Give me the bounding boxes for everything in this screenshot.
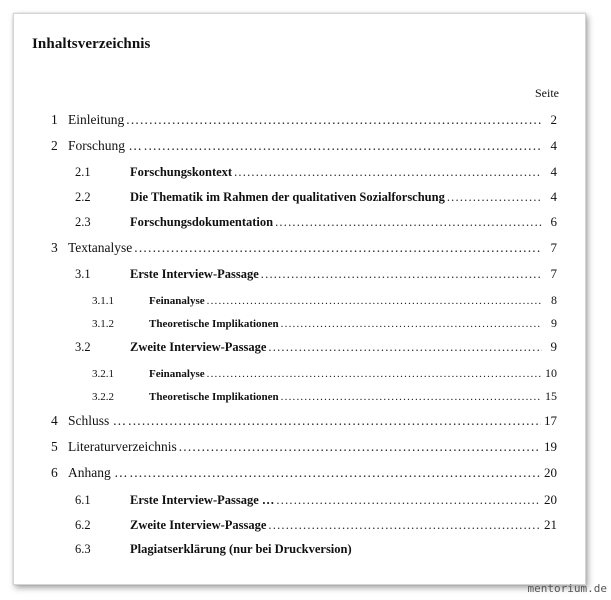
toc-entry-number: 3.1 — [75, 267, 91, 281]
toc-dot-leader — [281, 318, 542, 330]
toc-entry — [92, 389, 557, 404]
toc-entry-page: 4 — [550, 164, 557, 179]
toc-entry-label: Feinanalyse — [149, 368, 205, 380]
toc-dot-leader — [276, 493, 541, 508]
toc-entry — [75, 339, 557, 355]
toc-entry-page: 7 — [550, 240, 557, 255]
toc-entry-label: Einleitung — [68, 112, 125, 127]
toc-entry-number: 3 — [51, 240, 58, 255]
toc-entry-page: 2 — [550, 112, 557, 127]
toc-entry-page: 10 — [545, 366, 557, 380]
toc-entry — [51, 112, 557, 128]
toc-entry-label: Theoretische Implikationen — [149, 391, 279, 403]
page-column-header: Seite — [535, 86, 559, 100]
toc-dot-leader — [234, 165, 542, 180]
toc-entry-number: 2.3 — [75, 215, 91, 229]
toc-entry — [51, 240, 557, 256]
toc-dot-leader — [128, 413, 541, 429]
toc-dot-leader — [207, 368, 542, 380]
toc-entry-page: 17 — [544, 413, 557, 428]
toc-entry — [75, 189, 557, 205]
toc-dot-leader — [207, 295, 542, 307]
toc-entry-label: Feinanalyse — [149, 295, 205, 307]
toc-entry-page: 20 — [544, 492, 557, 507]
toc-entry-label: Erste Interview-Passage … — [130, 493, 275, 507]
toc-entry-page: 6 — [550, 214, 557, 229]
toc-entry-label: Forschungsdokumentation — [130, 215, 274, 229]
toc-entry — [75, 492, 557, 508]
toc-entry-number: 5 — [51, 439, 58, 454]
toc-dot-leader — [275, 215, 542, 230]
toc-dot-leader — [268, 518, 541, 533]
toc-dot-leader — [134, 240, 542, 256]
toc-entry — [92, 366, 557, 381]
toc-dot-leader — [281, 391, 542, 403]
toc-dot-leader — [144, 138, 542, 154]
toc-list — [14, 14, 585, 584]
toc-entry-page: 9 — [551, 316, 557, 330]
toc-entry-label: Forschung … — [68, 138, 142, 153]
toc-entry-page: 7 — [550, 266, 557, 281]
toc-entry-number: 6 — [51, 465, 58, 480]
toc-entry-number: 6.2 — [75, 518, 91, 532]
toc-entry-page: 21 — [544, 517, 557, 532]
toc-entry-label: Forschungskontext — [130, 165, 233, 179]
toc-entry-label: Zweite Interview-Passage — [130, 340, 267, 354]
toc-entry-number: 2.2 — [75, 190, 91, 204]
toc-entry-number: 2.1 — [75, 165, 91, 179]
toc-entry-page: 20 — [544, 465, 557, 480]
toc-entry-page: 15 — [545, 389, 557, 403]
toc-entry-number: 3.2 — [75, 340, 91, 354]
toc-entry — [92, 316, 557, 331]
toc-entry-label: Literaturverzeichnis — [68, 439, 177, 454]
toc-dot-leader — [268, 340, 542, 355]
toc-entry-label: Theoretische Implikationen — [149, 318, 279, 330]
toc-entry-page: 4 — [550, 189, 557, 204]
toc-entry — [51, 439, 557, 455]
toc-entry-number: 3.1.1 — [92, 295, 114, 307]
document-page — [13, 13, 586, 585]
toc-entry-label: Zweite Interview-Passage — [130, 518, 267, 532]
toc-title: Inhaltsverzeichnis — [32, 36, 151, 52]
toc-entry — [75, 214, 557, 230]
toc-dot-leader — [179, 439, 541, 455]
toc-entry — [75, 164, 557, 180]
toc-entry — [75, 542, 557, 557]
toc-entry-page: 8 — [551, 293, 557, 307]
toc-entry-label: Die Thematik im Rahmen der qualitativen Sozialforschung — [130, 190, 445, 204]
toc-entry-label: Erste Interview-Passage — [130, 267, 259, 281]
toc-entry-number: 2 — [51, 138, 58, 153]
toc-entry-number: 6.1 — [75, 493, 91, 507]
toc-entry — [75, 517, 557, 533]
watermark: mentorium.de — [527, 582, 607, 595]
toc-entry-number: 6.3 — [75, 542, 91, 556]
toc-entry-number: 3.2.1 — [92, 368, 114, 380]
toc-entry-number: 1 — [51, 112, 58, 127]
toc-dot-leader — [447, 190, 542, 205]
toc-entry — [51, 138, 557, 154]
toc-dot-leader — [126, 112, 542, 128]
toc-entry-label: Plagiatserklärung (nur bei Druckversion) — [130, 542, 352, 556]
toc-entry — [75, 266, 557, 282]
toc-entry-label: Anhang … — [68, 465, 128, 480]
toc-entry-label: Textanalyse — [68, 240, 133, 255]
toc-entry-number: 4 — [51, 413, 58, 428]
toc-entry-number: 3.1.2 — [92, 318, 114, 330]
toc-dot-leader — [261, 267, 542, 282]
toc-entry-label: Schluss … — [68, 413, 127, 428]
toc-entry-number: 3.2.2 — [92, 391, 114, 403]
toc-entry-page: 9 — [550, 339, 557, 354]
toc-entry-page: 19 — [544, 439, 557, 454]
toc-entry — [92, 293, 557, 308]
toc-entry-page: 4 — [550, 138, 557, 153]
toc-entry — [51, 465, 557, 481]
toc-entry — [51, 413, 557, 429]
toc-dot-leader — [130, 465, 541, 481]
